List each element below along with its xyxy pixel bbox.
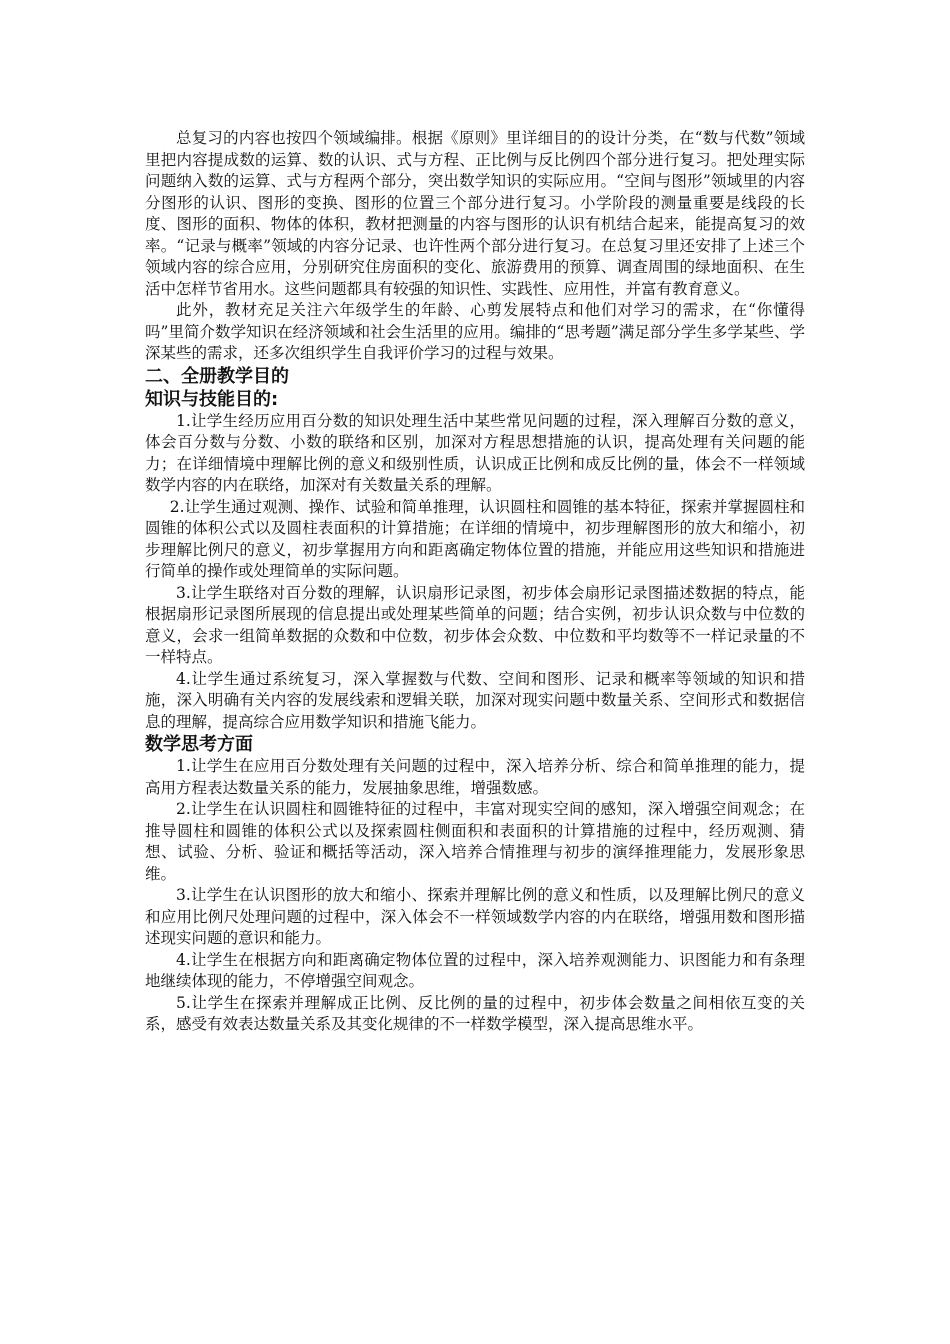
knowledge-item-2: 2.让学生通过观测、操作、试验和简单推理，认识圆柱和圆锥的基本特征，探索并掌握圆柱和圆锥的体积公式以及圆柱表面积的计算措施；在详细的情境中，初步理解图形的放大和缩小，初步理解比例尺的意义，初步掌握用方向和距离确定物体位置的措施，并能应用这些知识和措施进行简单的操作或处理简单的实际问题。 <box>145 497 805 580</box>
knowledge-heading: 知识与技能目的: <box>145 388 279 410</box>
thinking-item-1: 1.让学生在应用百分数处理有关问题的过程中，深入培养分析、综合和简单推理的能力，提高用方程表达数量关系的能力，发展抽象思维，增强数感。 <box>145 757 805 797</box>
knowledge-item-4: 4.让学生通过系统复习，深入掌握数与代数、空间和图形、记录和概率等领域的知识和措施，深入明确有关内容的发展线索和逻辑关联，加深对现实问题中数量关系、空间形式和数据信息的理解，提高综合应用数学知识和措施飞能力。 <box>145 669 805 731</box>
thinking-item-3: 3.让学生在认识图形的放大和缩小、探索并理解比例的意义和性质，以及理解比例尺的意义和应用比例尺处理问题的过程中，深入体会不一样领域数学内容的内在联络，增强用数和图形描述现实问题的意识和能力。 <box>145 886 805 947</box>
knowledge-item-1: 1.让学生经历应用百分数的知识处理生活中某些常见问题的过程，深入理解百分数的意义，体会百分数与分数、小数的联络和区别，加深对方程思想措施的认识，提高处理有关问题的能力；在详细情境中理解比例的意义和级别性质，认识成正比例和成反比例的量，体会不一样领域数学内容的内在联络，加深对有关数量关系的理解。 <box>145 411 805 494</box>
section-title: 二、全册教学目的 <box>145 365 289 387</box>
thinking-item-5: 5.让学生在探索并理解成正比例、反比例的量的过程中，初步体会数量之间相依互变的关系，感受有效表达数量关系及其变化规律的不一样数学模型，深入提高思维水平。 <box>145 993 805 1033</box>
knowledge-item-3: 3.让学生联络对百分数的理解，认识扇形记录图，初步体会扇形记录图描述数据的特点，能根据扇形记录图所展现的信息提出或处理某些简单的问题；结合实例，初步认识众数与中位数的意义，会求一组简单数据的众数和中位数，初步体会众数、中位数和平均数等不一样记录量的不一样特点。 <box>145 583 805 666</box>
thinking-item-2: 2.让学生在认识圆柱和圆锥特征的过程中，丰富对现实空间的感知，深入增强空间观念；在推导圆柱和圆锥的体积公式以及探索圆柱侧面积和表面积的计算措施的过程中，经历观测、猜想、试验、分析、验证和概括等活动，深入培养合情推理与初步的演绎推理能力，发展形象思维。 <box>145 800 805 883</box>
intro-paragraph-2: 此外，教材充足关注六年级学生的年龄、心剪发展特点和他们对学习的需求，在“你懂得吗”里简介数学知识在经济领域和社会生活里的应用。编排的“思考题”满足部分学生多学某些、学深某些的需求，还多次组织学生自我评价学习的过程与效果。 <box>145 301 805 362</box>
thinking-item-4: 4.让学生在根据方向和距离确定物体位置的过程中，深入培养观测能力、识图能力和有条理地继续体现的能力，不停增强空间观念。 <box>145 950 805 990</box>
document-body <box>145 128 805 1036</box>
intro-paragraph-1: 总复习的内容也按四个领域编排。根据《原则》里详细目的的设计分类，在“数与代数”领域里把内容提成数的运算、数的认识、式与方程、正比例与反比例四个部分进行复习。把处理实际问题纳入数的运算、式与方程两个部分，突出数学知识的实际应用。“空间与图形”领域里的内容分图形的认识、图形的变换、图形的位置三个部分进行复习。小学阶段的测量重要是线段的长度、图形的面积、物体的体积，教材把测量的内容与图形的认识有机结合起来，能提高复习的效率。“记录与概率”领域的内容分记录、也许性两个部分进行复习。在总复习里还安排了上述三个领域内容的综合应用，分别研究住房面积的变化、旅游费用的预算、调查周围的绿地面积、在生活中怎样节省用水。这些问题都具有较强的知识性、实践性、应用性，并富有教育意义。 <box>145 129 805 298</box>
thinking-heading: 数学思考方面 <box>145 734 253 755</box>
